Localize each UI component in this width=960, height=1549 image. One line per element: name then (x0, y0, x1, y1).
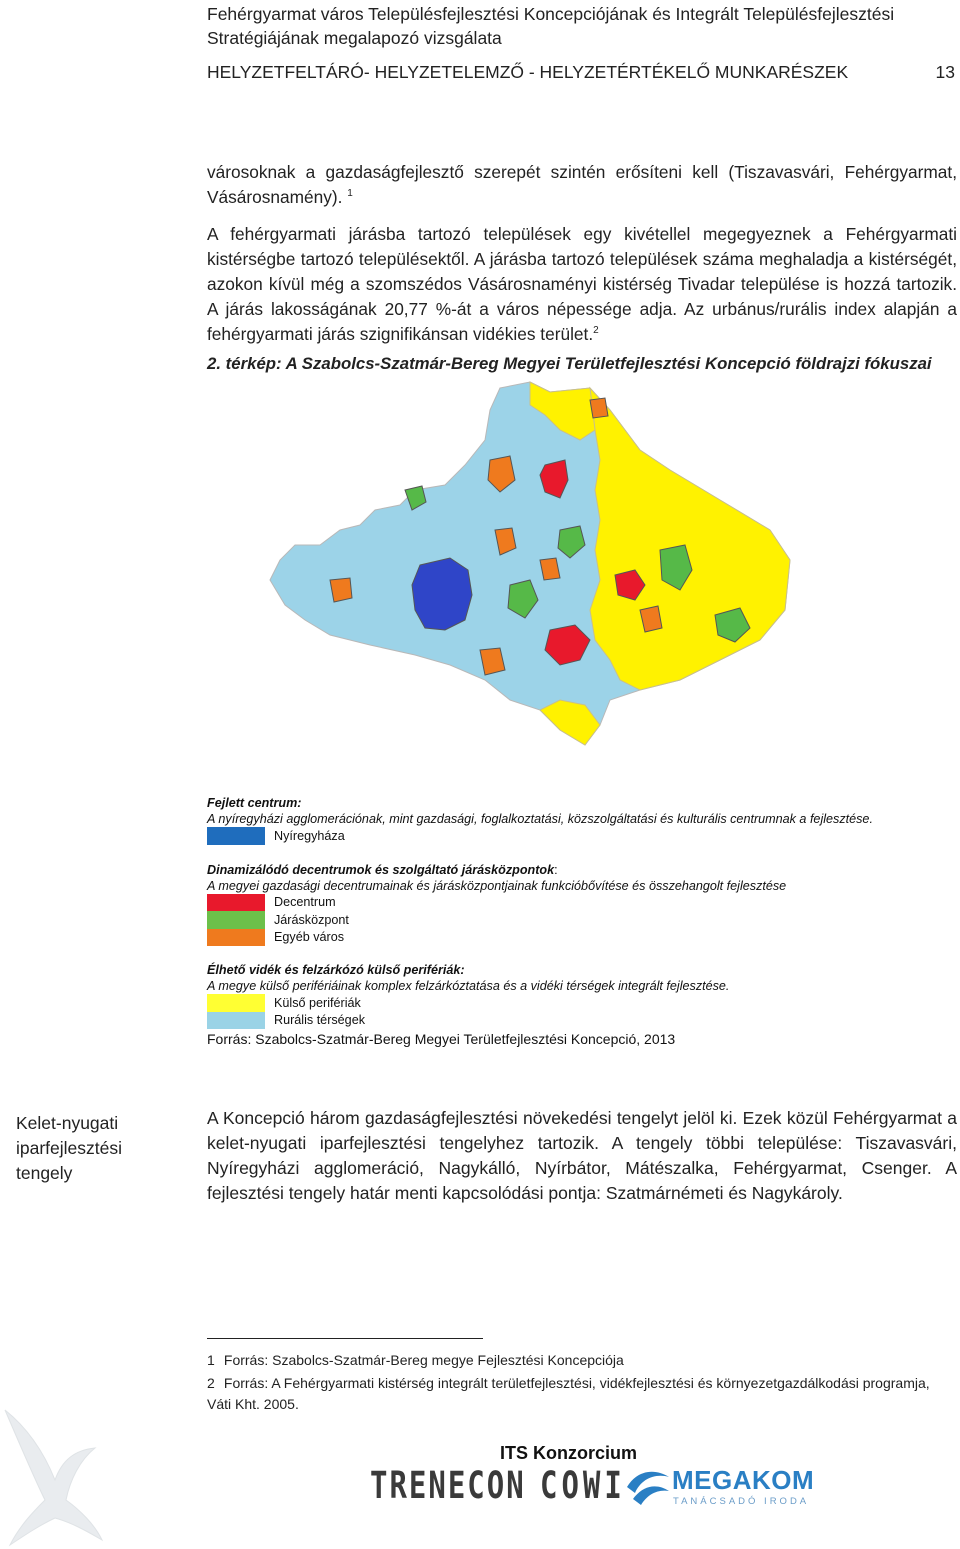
header-title-line2: Stratégiájának megalapozó vizsgálata (207, 28, 502, 48)
legend-item-nyiregyhaza (207, 827, 959, 845)
intro-paragraph-1 (207, 160, 957, 210)
legend-group3-desc: A megye külső perifériáinak komplex felzárkóztatása és a vidéki térségek integrált fejlesztése. (207, 979, 730, 993)
bird-watermark-icon (0, 1400, 110, 1549)
map-nyiregyhaza (412, 558, 472, 630)
legend-label-kulso: Külső perifériák (274, 995, 361, 1010)
map-egyeb-varos-4 (480, 648, 505, 675)
header-title-line1: Fehérgyarmat város Településfejlesztési Koncepciójának és Integrált Településfejlesztési (207, 4, 895, 24)
footnote-ref-2[interactable]: 2 (593, 325, 599, 337)
footnote-2-num: 2 (207, 1375, 215, 1391)
legend-item-jaraskozpont (207, 911, 959, 929)
map-egyeb-varos-3 (330, 578, 352, 602)
trenecon-logo: TRENECON (370, 1463, 526, 1508)
legend-item-rural (207, 1012, 959, 1030)
legend-swatch-orange (207, 929, 265, 947)
legend-swatch-blue (207, 827, 265, 845)
header-section (207, 60, 959, 84)
megakom-logo-icon (625, 1465, 671, 1507)
legend-label-egyeb-varos: Egyéb város (274, 930, 345, 945)
section-paragraph: A Koncepció három gazdaságfejlesztési növekedési tengelyt jelöl ki. Ezek közül Fehérgyarmat a kelet-nyugati iparfejlesztési tengelyhez tartozik. A tengely többi települése: Tiszavasvári, Nyíregyházi agglomeráció, Nagykálló, Nyírbátor, Mátészalka, Fehérgyarmat, Csenger. A fejlesztési tengely határ menti kapcsolódási pontja: Szatmárnémeti és Nagykároly. (207, 1108, 957, 1203)
intro-paragraph-2 (207, 222, 957, 347)
legend-item-decentrum (207, 894, 959, 912)
cowi-logo: COWI (540, 1463, 626, 1508)
legend-group3-title: Élhető vidék és felzárkózó külső perifériák: (207, 963, 465, 977)
legend-label-nyiregyhaza: Nyíregyháza (274, 828, 345, 843)
legend-item-kulso (207, 994, 959, 1012)
legend-swatch-red (207, 894, 265, 912)
page-number: 13 (935, 62, 955, 82)
legend-swatch-green (207, 911, 265, 929)
legend-swatch-lightblue (207, 1012, 265, 1030)
footnote-1 (207, 1350, 957, 1371)
footnote-2-text: Forrás: A Fehérgyarmati kistérség integrált területfejlesztési, vidékfejlesztési és környezetgazdálkodási programja, Váti Kht. 2005. (207, 1375, 930, 1412)
legend-group2-title-text: Dinamizálódó decentrumok és szolgáltató járásközpontok (207, 862, 555, 877)
document-header (207, 2, 959, 50)
map-egyeb-varos-7 (590, 398, 608, 418)
legend-swatch-yellow (207, 994, 265, 1012)
footnote-1-text: Forrás: Szabolcs-Szatmár-Bereg megye Fejlesztési Koncepciója (223, 1352, 624, 1368)
legend-item-egyeb-varos (207, 929, 959, 947)
legend-label-rural: Rurális térségek (274, 1013, 365, 1028)
footnote-ref-1[interactable]: 1 (347, 188, 353, 200)
county-map (200, 380, 820, 770)
legend-label-decentrum: Decentrum (274, 895, 336, 910)
map-egyeb-varos-6 (540, 558, 560, 580)
header-section-label: HELYZETFELTÁRÓ- HELYZETELEMZŐ - HELYZETÉRTÉKELŐ MUNKARÉSZEK (207, 62, 849, 82)
footnote-1-num: 1 (207, 1352, 215, 1368)
map-source: Forrás: Szabolcs-Szatmár-Bereg Megyei Területfejlesztési Koncepció, 2013 (207, 1031, 676, 1047)
legend-group1-desc: A nyíregyházi agglomerációnak, mint gazdasági, foglalkoztatási, közszolgáltatási és kulturális centrumnak a fejlesztése. (207, 812, 873, 826)
map-periphery-region (590, 388, 790, 690)
megakom-subtitle: TANÁCSADÓ IRODA (673, 1496, 810, 1507)
legend-group2-colon: : (554, 862, 558, 877)
legend-group1-title: Fejlett centrum: (207, 796, 302, 810)
legend-group2-desc: A megyei gazdasági decentrumainak és járásközpontjainak funkcióbővítése és összehangolt fejlesztése (207, 878, 787, 893)
legend-label-jaraskozpont: Járásközpont (274, 912, 349, 927)
intro-text-2: A fehérgyarmati járásba tartozó települések egy kivétellel megegyeznek a Fehérgyarmati kistérségbe tartozó településektől. A járásba tartozó települések száma meghaladja a kistérségét, azokon kívül még a szomszédos Vásárosnaményi kistérség Tivadar települése is hozzá tartozik. A járás lakosságának 20,77 %-át a város népessége adja. Az urbánus/rurális index alapján a fehérgyarmati járás szignifikánsan vidékies terület. (207, 224, 957, 344)
consortium-title: ITS Konzorcium (500, 1443, 638, 1463)
footnote-divider (207, 1338, 483, 1339)
legend-group2-title (207, 862, 959, 878)
map-title: 2. térkép: A Szabolcs-Szatmár-Bereg Megyei Területfejlesztési Koncepció földrajzi fókuszai (207, 354, 932, 373)
intro-text-1: városoknak a gazdaságfejlesztő szerepét szintén erősíteni kell (Tiszavasvári, Fehérgyarmat, Vásárosnamény). (207, 162, 957, 207)
megakom-logo: MEGAKOM (672, 1465, 815, 1495)
footnote-2 (207, 1373, 957, 1415)
section-side-label: Kelet-nyugati iparfejlesztési tengely (16, 1113, 123, 1183)
map-legend (207, 795, 959, 1047)
